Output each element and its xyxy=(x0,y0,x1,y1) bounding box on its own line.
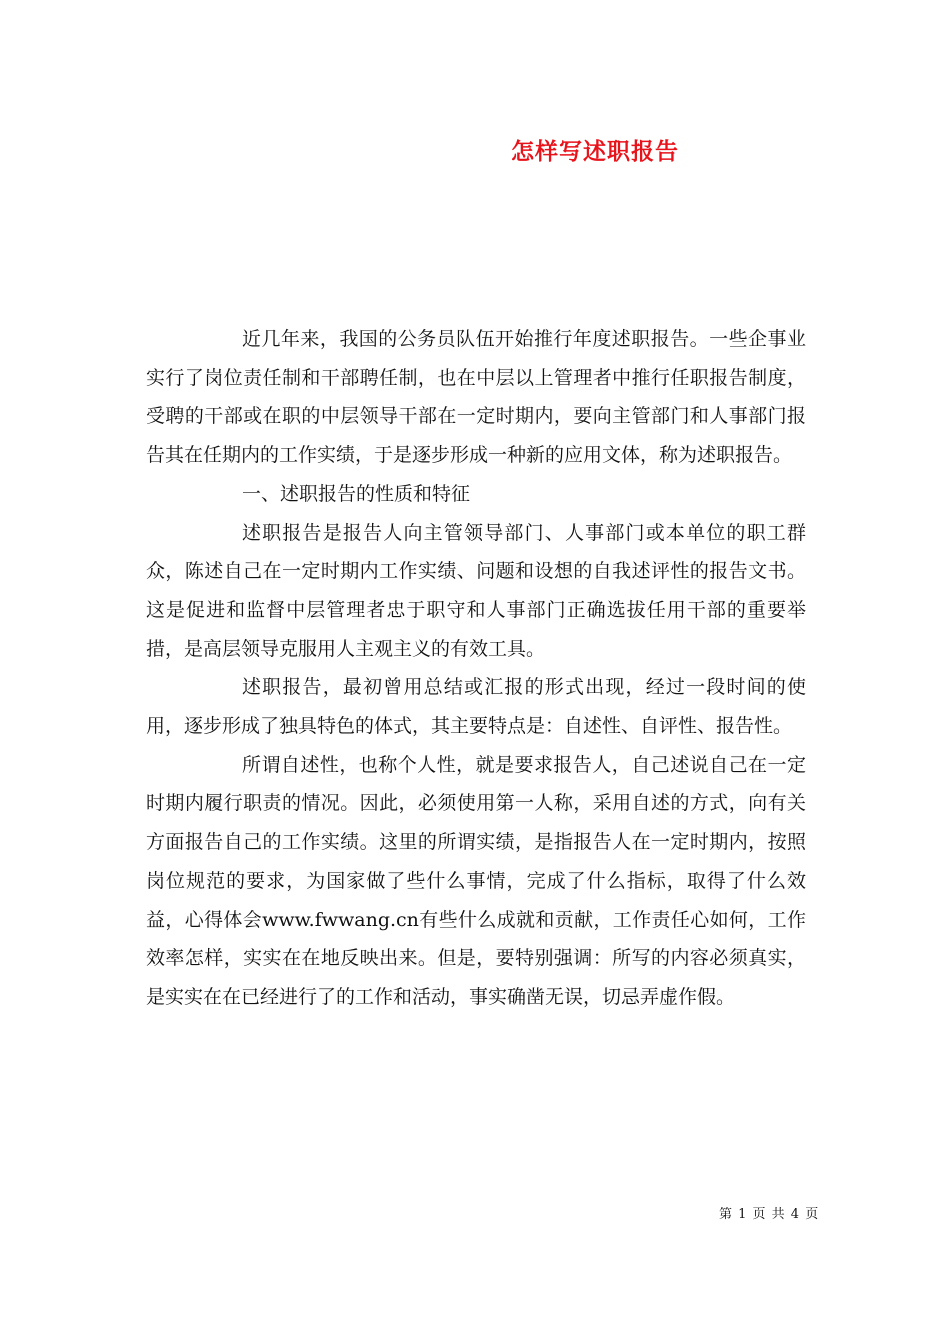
document-body xyxy=(146,320,806,1017)
section-heading: 一、述职报告的性质和特征 xyxy=(242,482,471,505)
paragraph-intro: 近几年来，我国的公务员队伍开始推行年度述职报告。一些企事业实行了岗位责任制和干部聘任制，也在中层以上管理者中推行任职报告制度，受聘的干部或在职的中层领导干部在一定时期内，要向主管部门和人事部门报告其在任期内的工作实绩，于是逐步形成一种新的应用文体，称为述职报告。 xyxy=(146,328,806,467)
page-title: 怎样写述职报告 xyxy=(511,138,679,165)
page-footer: 第 1 页 共 4 页 xyxy=(719,1207,820,1222)
paragraph-self-narration: 所谓自述性，也称个人性，就是要求报告人，自己述说自己在一定时期内履行职责的情况。因此，必须使用第一人称，采用自述的方式，向有关方面报告自己的工作实绩。这里的所谓实绩，是指报告人在一定时期内，按照岗位规范的要求，为国家做了些什么事情，完成了什么指标，取得了什么效益，心得体会www.fwwang.cn有些什么成就和贡献，工作责任心如何，工作效率怎样，实实在在地反映出来。但是，要特别强调：所写的内容必须真实，是实实在在已经进行了的工作和活动，事实确凿无误，切忌弄虚作假。 xyxy=(146,753,806,1008)
paragraph-features: 述职报告，最初曾用总结或汇报的形式出现，经过一段时间的使用，逐步形成了独具特色的体式，其主要特点是：自述性、自评性、报告性。 xyxy=(146,676,806,738)
paragraph-definition: 述职报告是报告人向主管领导部门、人事部门或本单位的职工群众，陈述自己在一定时期内工作实绩、问题和设想的自我述评性的报告文书。这是促进和监督中层管理者忠于职守和人事部门正确选拔任用干部的重要举措，是高层领导克服用人主观主义的有效工具。 xyxy=(146,521,806,660)
